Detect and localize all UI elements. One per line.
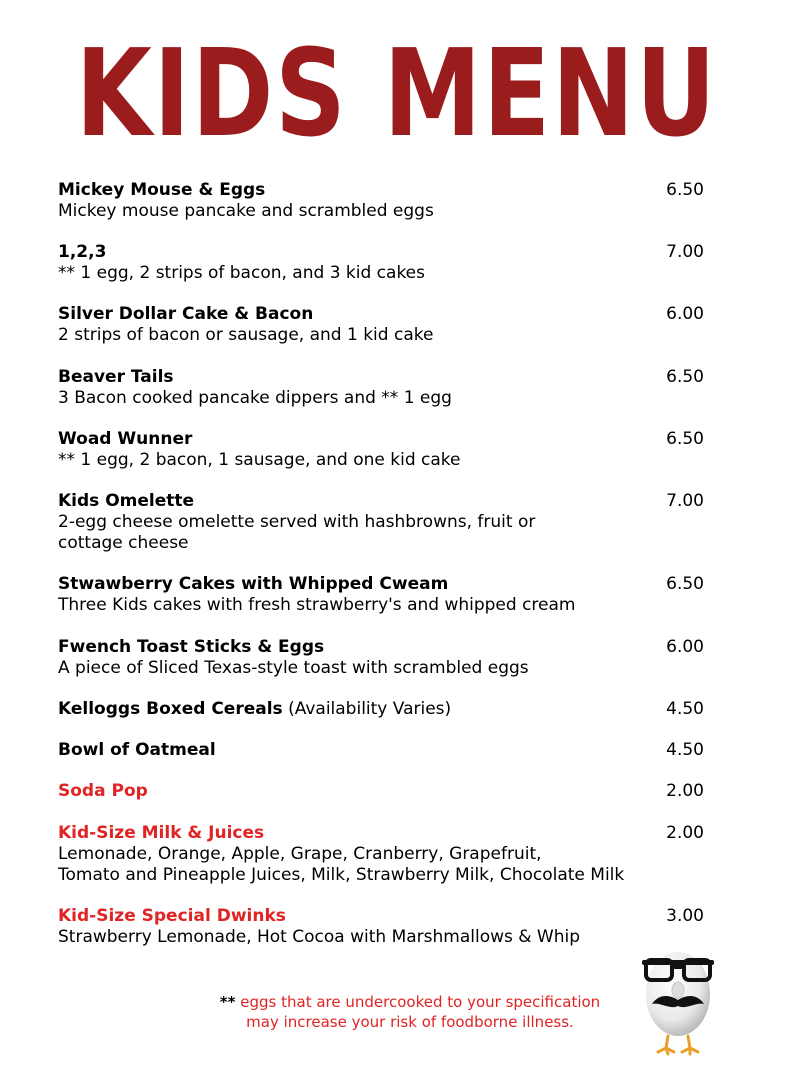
egg-warning-footnote <box>130 992 690 1032</box>
menu-item-price: 4.50 <box>666 699 704 719</box>
menu-item <box>58 740 708 761</box>
menu-title: KIDS MENU <box>75 25 718 164</box>
menu-item <box>58 491 708 554</box>
menu-item-name: Fwench Toast Sticks & Eggs <box>58 637 325 657</box>
menu-item-name: Kid-Size Special Dwinks <box>58 906 286 926</box>
menu-item-description: Mickey mouse pancake and scrambled eggs <box>58 201 434 221</box>
menu-item-name: Mickey Mouse & Eggs <box>58 180 266 200</box>
menu-item-price: 6.50 <box>666 367 704 387</box>
menu-item <box>58 180 708 222</box>
menu-item-price: 2.00 <box>666 781 704 801</box>
menu-item-name: 1,2,3 <box>58 242 107 262</box>
footnote-line-1: eggs that are undercooked to your specification <box>235 993 601 1011</box>
menu-item-price: 2.00 <box>666 823 704 843</box>
menu-item <box>58 367 708 409</box>
menu-item-description: cottage cheese <box>58 533 189 553</box>
menu-item-price: 6.50 <box>666 180 704 200</box>
menu-item-description: Three Kids cakes with fresh strawberry's and whipped cream <box>58 595 576 615</box>
menu-item-name: Beaver Tails <box>58 367 174 387</box>
menu-item-price: 7.00 <box>666 491 704 511</box>
menu-item-description: 2 strips of bacon or sausage, and 1 kid cake <box>58 325 434 345</box>
menu-item <box>58 637 708 679</box>
menu-item-note: (Availability Varies) <box>282 699 452 719</box>
menu-item <box>58 304 708 346</box>
menu-item-description: 3 Bacon cooked pancake dippers and ** 1 egg <box>58 388 452 408</box>
menu-item-price: 6.50 <box>666 574 704 594</box>
menu-item <box>58 781 708 802</box>
menu-item <box>58 699 708 720</box>
menu-item-price: 6.00 <box>666 304 704 324</box>
menu-item-name: Silver Dollar Cake & Bacon <box>58 304 314 324</box>
menu-item-description: Lemonade, Orange, Apple, Grape, Cranberry, Grapefruit, <box>58 844 542 864</box>
menu-item-price: 3.00 <box>666 906 704 926</box>
menu-item <box>58 823 708 886</box>
menu-item-description: A piece of Sliced Texas-style toast with scrambled eggs <box>58 658 529 678</box>
menu-item <box>58 906 708 948</box>
menu-item-name: Woad Wunner <box>58 429 193 449</box>
menu-item-description: Strawberry Lemonade, Hot Cocoa with Marshmallows & Whip <box>58 927 581 947</box>
menu-item-name: Soda Pop <box>58 781 148 801</box>
footnote-line-2: may increase your risk of foodborne illness. <box>246 1013 574 1031</box>
menu-item-name: Kid-Size Milk & Juices <box>58 823 265 843</box>
menu-item-description: ** 1 egg, 2 strips of bacon, and 3 kid cakes <box>58 263 425 283</box>
menu-item-description: Tomato and Pineapple Juices, Milk, Strawberry Milk, Chocolate Milk <box>58 865 625 885</box>
menu-item <box>58 574 708 616</box>
menu-item-name: Kids Omelette <box>58 491 195 511</box>
menu-item <box>58 429 708 471</box>
menu-item-description: ** 1 egg, 2 bacon, 1 sausage, and one kid cake <box>58 450 461 470</box>
menu-item-name: Stwawberry Cakes with Whipped Cweam <box>58 574 449 594</box>
menu-item-price: 7.00 <box>666 242 704 262</box>
menu-item-price: 4.50 <box>666 740 704 760</box>
menu-item-description: 2-egg cheese omelette served with hashbrowns, fruit or <box>58 512 536 532</box>
menu-item-name: Kelloggs Boxed Cereals <box>58 699 283 719</box>
footnote-asterisks: ** <box>219 993 236 1011</box>
menu-item-price: 6.00 <box>666 637 704 657</box>
menu-item <box>58 242 708 284</box>
egg-mascot-icon <box>628 932 728 1057</box>
menu-item-price: 6.50 <box>666 429 704 449</box>
menu-item-name: Bowl of Oatmeal <box>58 740 216 760</box>
